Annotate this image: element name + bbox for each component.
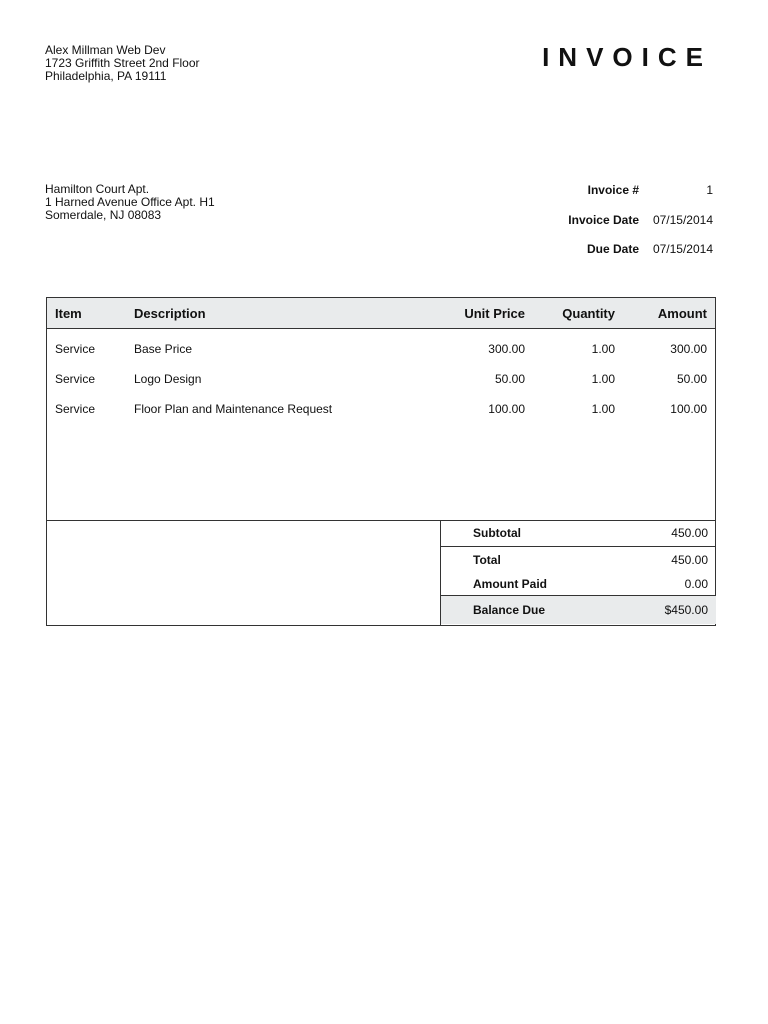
invoice-date-label: Invoice Date [568,212,639,227]
amount-paid-label: Amount Paid [473,576,547,591]
amount-paid-row [441,572,716,596]
subtotal-row [441,520,716,547]
invoice-date-value: 07/15/2014 [652,212,713,227]
recipient-name: Hamilton Court Apt. [45,182,150,196]
due-date-row [519,242,713,272]
document-title: INVOICE [542,42,712,72]
amount-paid-value: 0.00 [684,576,708,591]
invoice-number-row [519,183,713,213]
recipient-city: Somerdale, NJ 08083 [45,208,162,222]
header-amount: Amount [657,305,707,321]
row-description: Base Price [134,342,193,356]
subtotal-value: 450.00 [671,526,708,540]
table-body [47,329,715,424]
invoice-number-label: Invoice # [587,183,639,197]
header-item: Item [55,305,82,321]
balance-due-value: $450.00 [664,603,708,617]
row-quantity: 1.00 [591,342,615,356]
sender-street: 1723 Griffith Street 2nd Floor [45,56,200,70]
header-description: Description [134,305,206,321]
row-item: Service [55,372,96,386]
line-items-table [46,297,716,521]
table-header [47,298,715,329]
row-description: Logo Design [134,372,202,386]
due-date-label: Due Date [586,242,639,256]
balance-due-label: Balance Due [473,603,546,617]
header-quantity: Quantity [562,305,615,321]
subtotal-label: Subtotal [473,526,521,540]
row-unit-price: 100.00 [488,402,525,416]
row-amount: 100.00 [670,402,707,416]
row-item: Service [55,342,96,356]
sender-address [45,44,200,83]
sender-city: Philadelphia, PA 19111 [45,69,167,83]
row-unit-price: 300.00 [488,342,525,356]
sender-name: Alex Millman Web Dev [45,43,166,57]
table-row [47,394,715,424]
invoice-meta [519,183,713,272]
row-quantity: 1.00 [591,402,615,416]
recipient-address [45,183,215,222]
invoice-number-value: 1 [706,183,713,197]
row-unit-price: 50.00 [494,372,525,386]
row-amount: 50.00 [676,372,707,386]
row-quantity: 1.00 [591,372,615,386]
totals-panel [440,520,716,625]
table-row [47,334,715,364]
total-label: Total [473,552,501,567]
invoice-date-row [519,213,713,243]
due-date-value: 07/15/2014 [652,242,713,256]
total-value: 450.00 [671,552,708,567]
totals-section [46,520,716,626]
balance-due-row [441,596,716,624]
row-item: Service [55,402,96,416]
table-row [47,364,715,394]
row-description: Floor Plan and Maintenance Request [134,402,333,416]
total-row [441,547,716,572]
recipient-street: 1 Harned Avenue Office Apt. H1 [45,195,215,209]
header-unit-price: Unit Price [464,305,525,321]
row-amount: 300.00 [670,342,707,356]
